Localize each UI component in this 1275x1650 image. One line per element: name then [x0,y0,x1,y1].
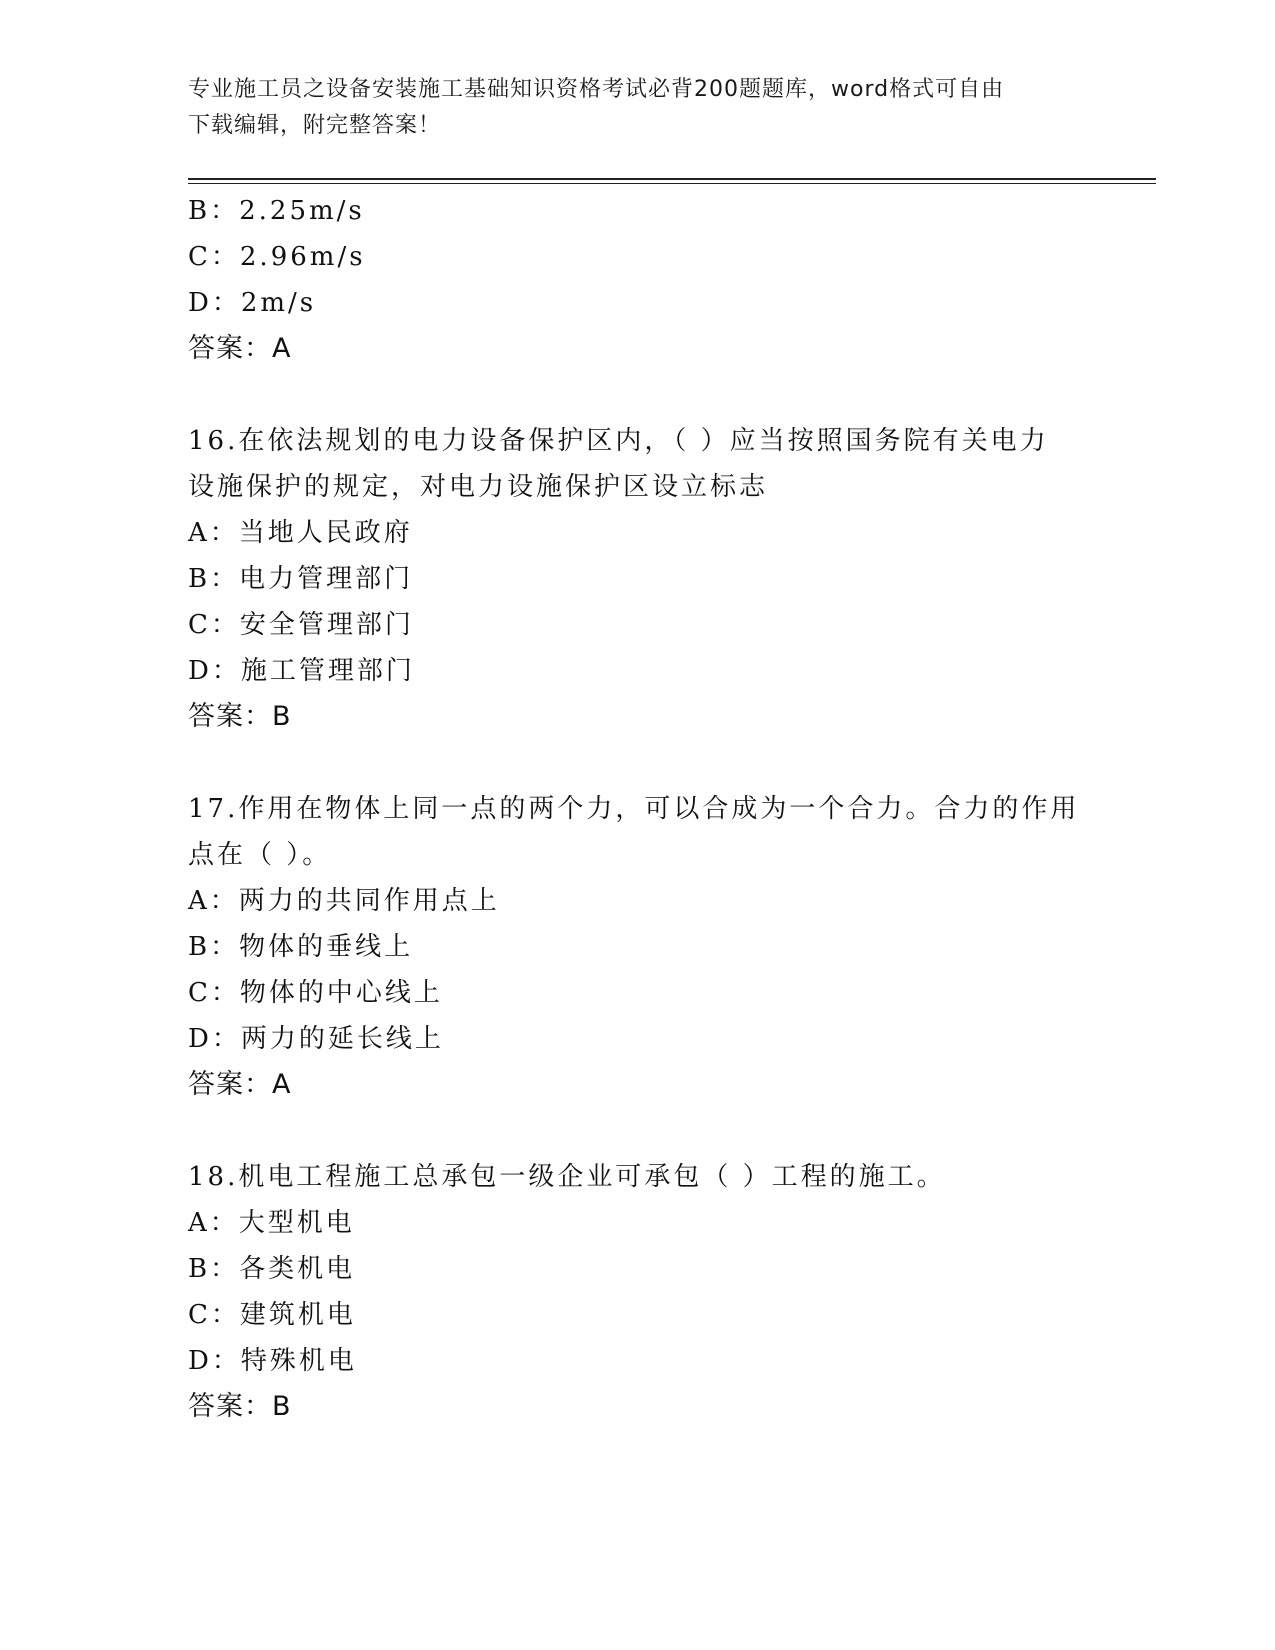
document-header [188,72,1068,144]
option-c: C：安全管理部门 [188,610,414,640]
option-d: D：特殊机电 [188,1346,357,1376]
spacer [188,372,1088,418]
question-content [188,188,1088,1430]
answer-line: 答案：B [188,1391,292,1422]
option-b: B：2.25m/s [188,196,365,226]
option-b: B：物体的垂线上 [188,932,414,962]
question-text-line1: 17.作用在物体上同一点的两个力，可以合成为一个合力。合力的作用 [188,794,1080,824]
option-a: A：两力的共同作用点上 [188,886,500,916]
question-text-line2: 点在（ ）。 [188,840,332,870]
answer-line: 答案：B [188,701,292,732]
option-b: B：各类机电 [188,1254,356,1284]
option-b: B：电力管理部门 [188,564,414,594]
prev-question [188,188,1088,372]
question-text-line2: 设施保护的规定，对电力设施保护区设立标志 [188,472,769,502]
option-d: D：施工管理部门 [188,656,415,686]
question-18 [188,1154,1088,1430]
header-divider-thin [188,183,1156,184]
answer-line: 答案：A [188,333,292,364]
question-17 [188,786,1088,1108]
option-d: D：2m/s [188,288,317,318]
option-c: C：2.96m/s [188,242,366,272]
option-a: A：当地人民政府 [188,518,413,548]
answer-line: 答案：A [188,1069,292,1100]
question-text-line1: 18.机电工程施工总承包一级企业可承包（ ）工程的施工。 [188,1162,946,1192]
header-title-line1: 专业施工员之设备安装施工基础知识资格考试必背200题题库，word格式可自由 [188,77,1005,102]
option-c: C：建筑机电 [188,1300,356,1330]
question-text-line1: 16.在依法规划的电力设备保护区内，（ ）应当按照国务院有关电力 [188,426,1049,456]
header-title-line2: 下载编辑，附完整答案！ [188,113,442,138]
spacer [188,740,1088,786]
option-d: D：两力的延长线上 [188,1024,444,1054]
option-c: C：物体的中心线上 [188,978,443,1008]
question-16 [188,418,1088,740]
header-divider-thick [188,178,1156,180]
option-a: A：大型机电 [188,1208,355,1238]
spacer [188,1108,1088,1154]
